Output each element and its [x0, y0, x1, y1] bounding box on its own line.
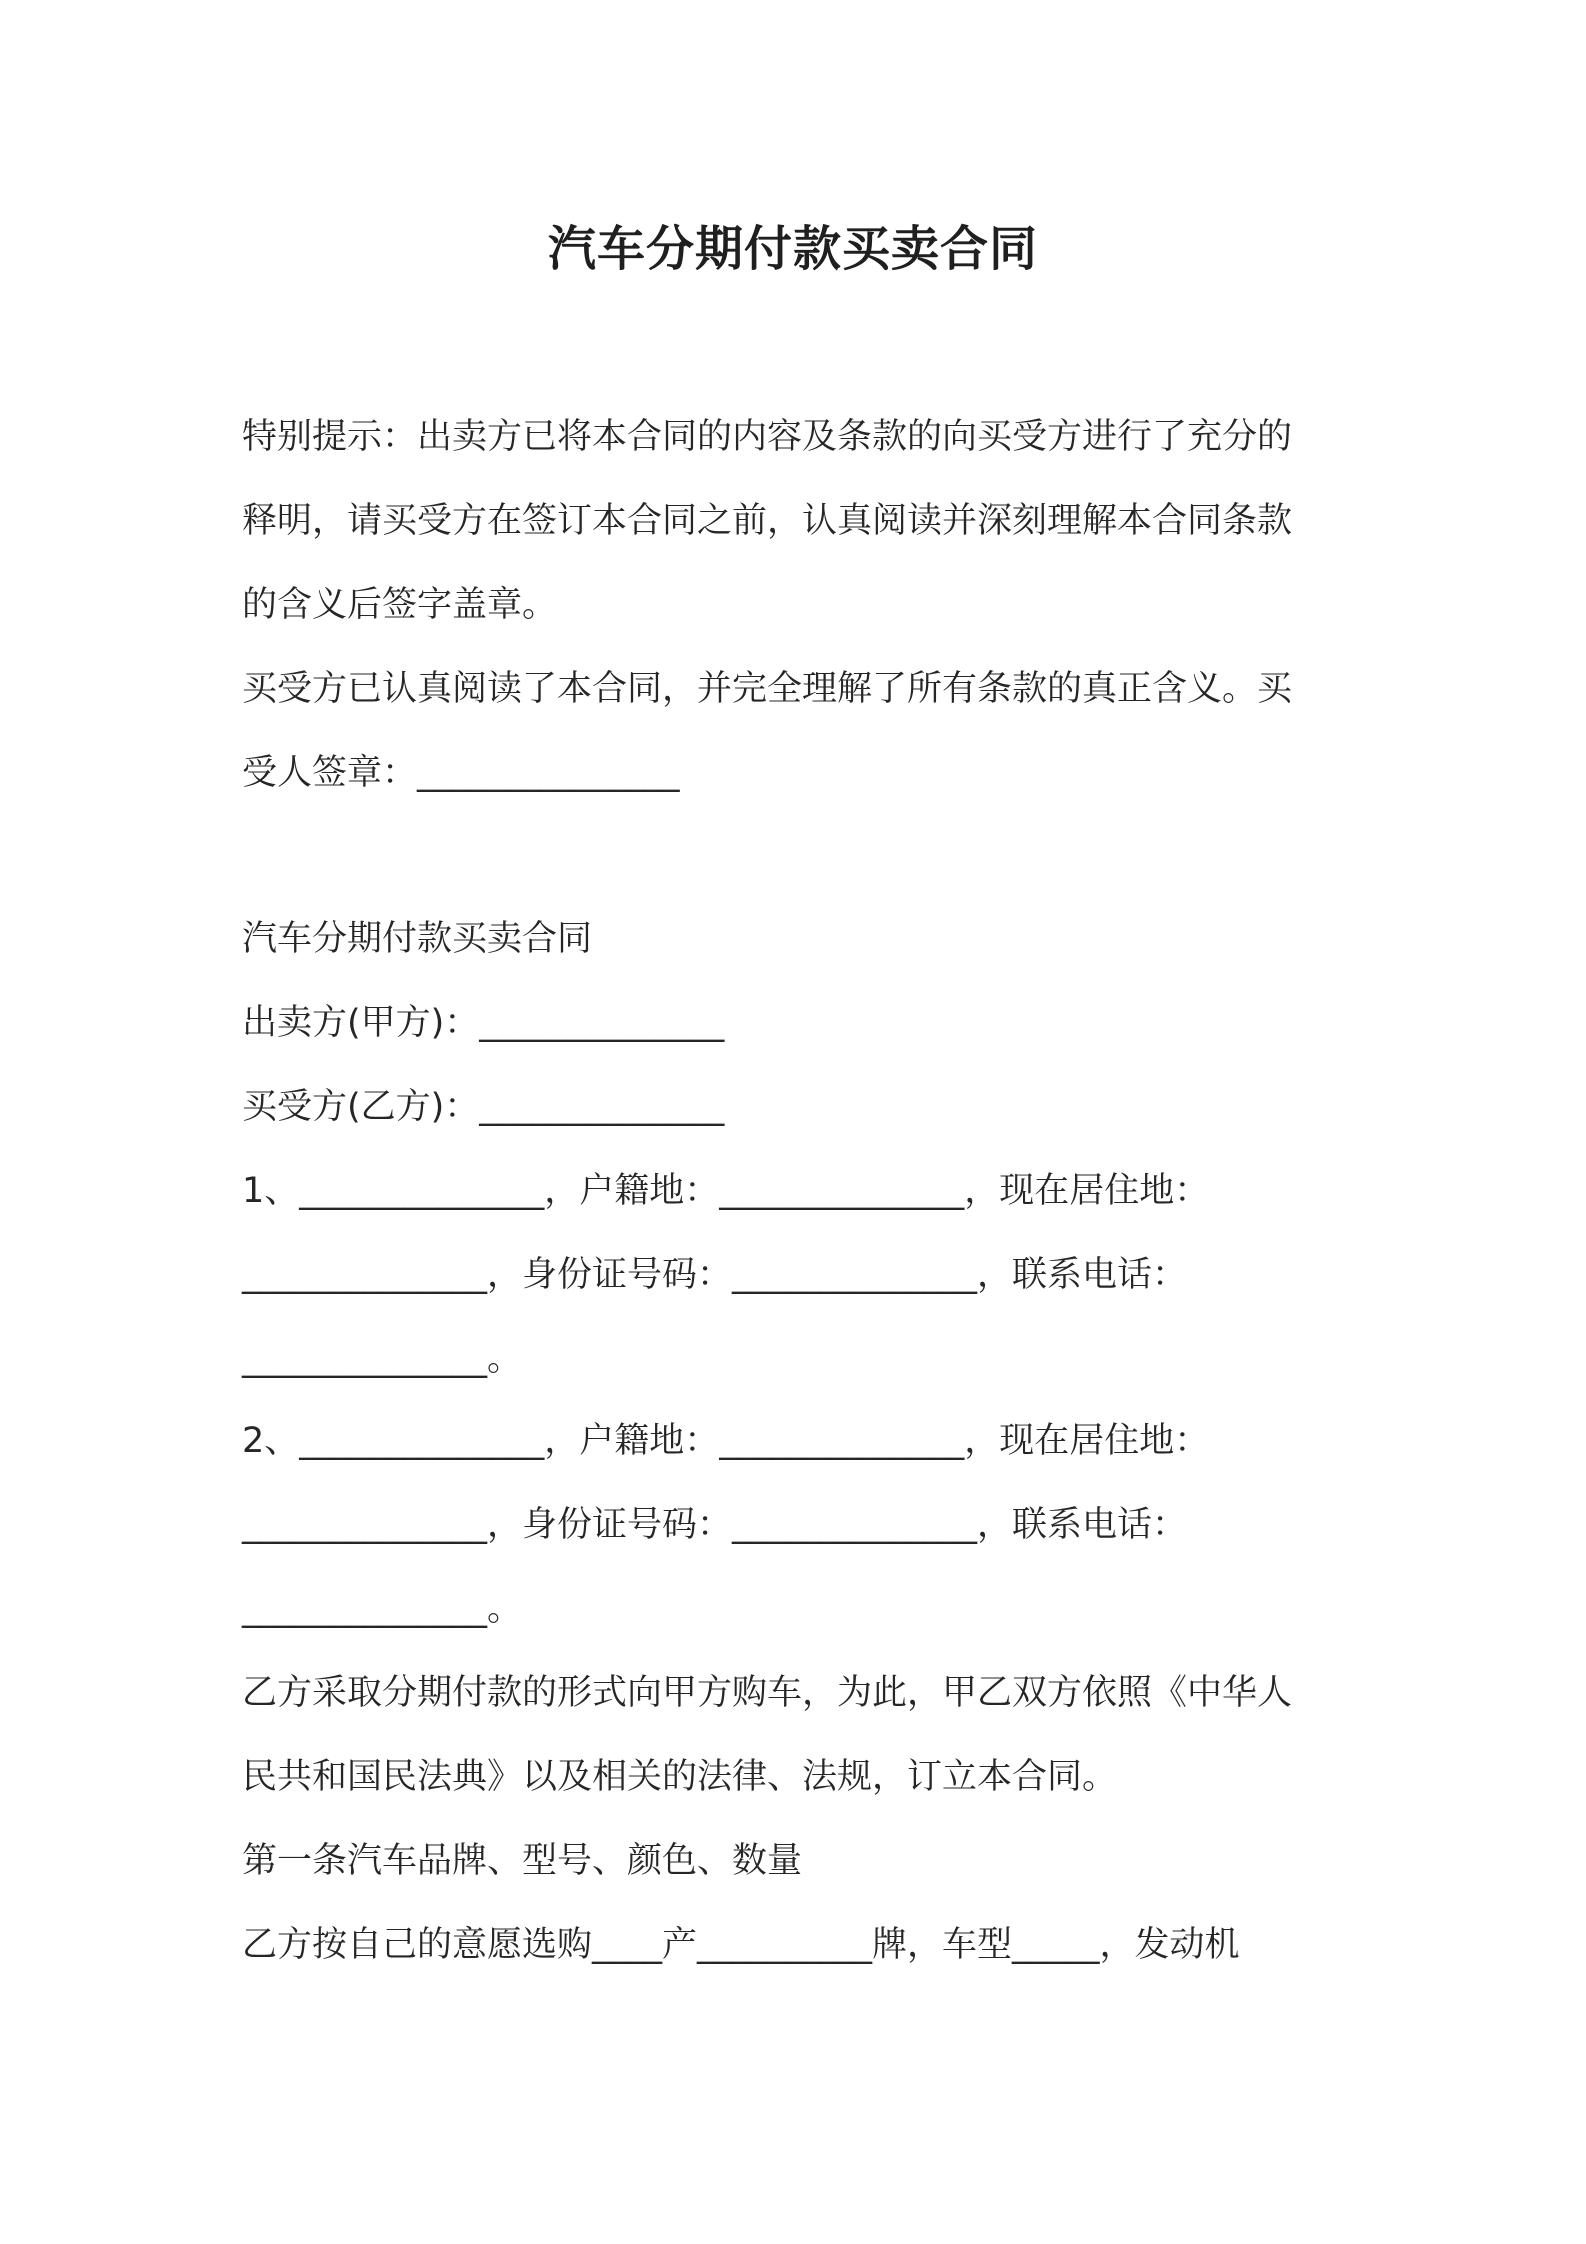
- party-2-line: ______________，身份证号码：______________，联系电话：: [242, 1505, 1188, 1545]
- notice-line: 的含义后签字盖章。: [242, 585, 558, 625]
- party-1-line: ______________。: [242, 1339, 523, 1379]
- buyer-signature-line: 受人签章：_______________: [242, 753, 680, 793]
- notice-line: 买受方已认真阅读了本合同，并完全理解了所有条款的真正含义。买: [242, 669, 1293, 709]
- contract-subtitle: 汽车分期付款买卖合同: [242, 919, 593, 959]
- notice-line: 特别提示：出卖方已将本合同的内容及条款的向买受方进行了充分的: [242, 417, 1293, 457]
- party-1-line: 1、______________，户籍地：______________，现在居住地：: [242, 1171, 1210, 1211]
- notice-line: 释明，请买受方在签订本合同之前，认真阅读并深刻理解本合同条款: [242, 501, 1293, 541]
- article-text-line: 乙方按自己的意愿选购____产__________牌，车型_____，发动机: [242, 1925, 1240, 1965]
- preamble-line: 民共和国民法典》以及相关的法律、法规，订立本合同。: [242, 1757, 1118, 1797]
- document-title: 汽车分期付款买卖合同: [547, 221, 1038, 277]
- party-2-line: 2、______________，户籍地：______________，现在居住地：: [242, 1421, 1210, 1461]
- party-1-line: ______________，身份证号码：______________，联系电话：: [242, 1255, 1188, 1295]
- seller-line: 出卖方(甲方)：______________: [242, 1003, 725, 1043]
- article-heading: 第一条汽车品牌、型号、颜色、数量: [242, 1841, 803, 1881]
- party-2-line: ______________。: [242, 1589, 523, 1629]
- preamble-line: 乙方采取分期付款的形式向甲方购车，为此，甲乙双方依照《中华人: [242, 1673, 1293, 1713]
- buyer-line: 买受方(乙方)：______________: [242, 1087, 725, 1127]
